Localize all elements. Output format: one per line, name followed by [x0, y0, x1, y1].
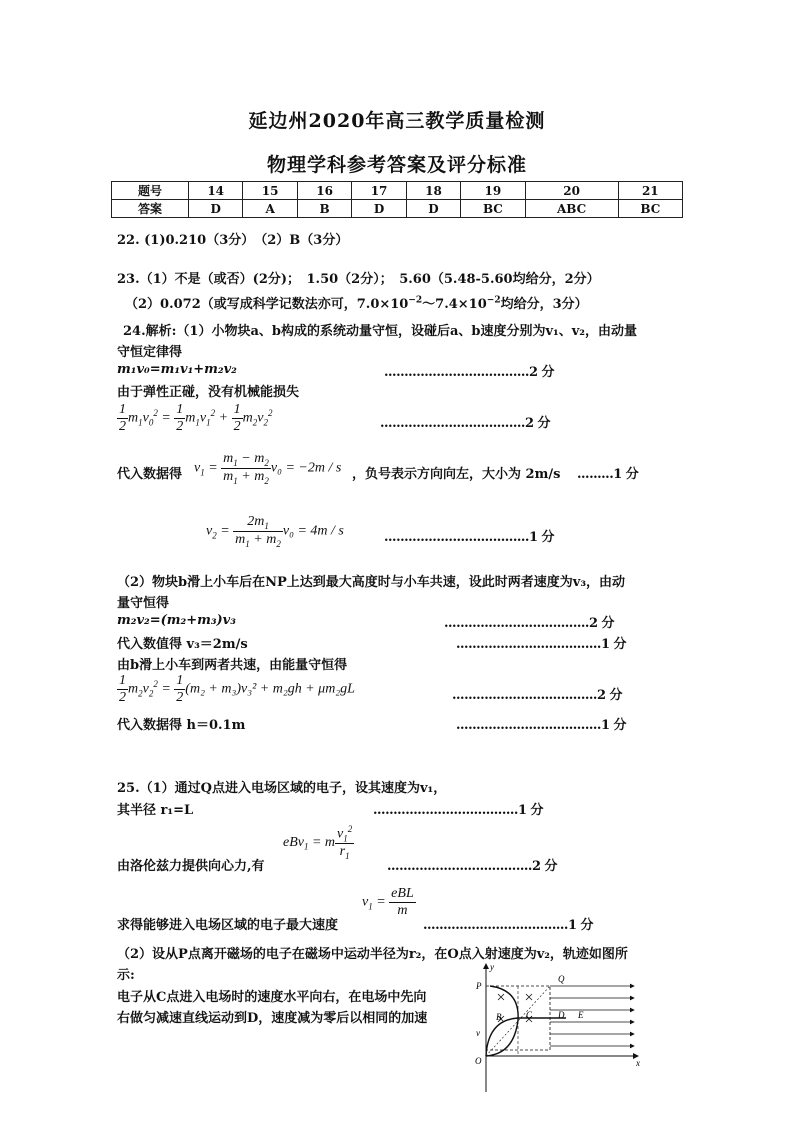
- score-2pt: ....................................2 分: [444, 616, 615, 631]
- score-1pt: ....................................1 分: [456, 718, 627, 733]
- figure-label-x: x: [636, 1058, 640, 1068]
- figure-label-o: O: [475, 1056, 482, 1066]
- q24-energy-intro: 由b滑上小车到两者共速，由能量守恒得: [117, 658, 348, 673]
- q25-line1: 25.（1）通过Q点进入电场区域的电子，设其速度为v₁，: [117, 781, 447, 796]
- doc-title: 延边州2020年高三教学质量检测: [248, 110, 546, 132]
- doc-subtitle: 物理学科参考答案及评分标准: [266, 154, 527, 176]
- q25-line7: 电子从C点进入电场时的速度水平向右，在电场中先向: [117, 990, 427, 1005]
- q24-subst-label: 代入数据得: [117, 467, 183, 482]
- figure-label-b: B: [496, 1012, 502, 1022]
- q24-part2-line2: 量守恒得: [117, 596, 170, 611]
- table-cell: 19: [461, 182, 525, 200]
- q24-part2-line1: （2）物块b滑上小车后在NP上达到最大高度时与小车共速，设此时两者速度为v₃，由动: [117, 575, 626, 590]
- table-cell: ABC: [525, 200, 618, 218]
- table-cell: 17: [352, 182, 406, 200]
- q24-h-result: 代入数据得 h＝0.1m: [117, 718, 246, 733]
- q24-momentum-eq: m₁v₀=m₁v₁+m₂v₂: [117, 362, 237, 377]
- q22-answer: 22. (1)0.210（3分） （2）B（3分）: [117, 233, 349, 248]
- figure-label-y: y: [490, 962, 494, 972]
- score-2pt: ....................................2 分: [380, 416, 551, 431]
- q24-intro-line2: 守恒定律得: [117, 345, 183, 360]
- table-header-answer: 答案: [112, 200, 189, 218]
- score-1pt: ....................................1 分: [373, 803, 544, 818]
- table-cell: 15: [243, 182, 297, 200]
- answer-table: [111, 181, 683, 218]
- q25-line8: 右做匀减速直线运动到D，速度减为零后以相同的加速: [117, 1011, 428, 1026]
- figure-label-p: P: [476, 981, 482, 991]
- q24-elastic-note: 由于弹性正碰，没有机械能损失: [117, 385, 300, 400]
- q25-line2: 其半径 r₁=L: [117, 803, 194, 818]
- q25-line6: 示:: [117, 968, 135, 983]
- table-header-number: 题号: [112, 182, 189, 200]
- table-row-numbers: [112, 182, 683, 200]
- figure-label-d: D: [558, 1010, 565, 1020]
- score-1pt: ....................................1 分: [423, 918, 594, 933]
- q24-energy-eq2: $\frac{1}{2}$ $m_2v_2^2$ = $\frac{1}{2}$ (m₂ + m₃)v₃² + m₂gh + μm₂gL: [119, 673, 355, 705]
- score-2pt: ....................................2 分: [384, 365, 555, 380]
- q25-line5: （2）设从P点离开磁场的电子在磁场中运动半径为r₂，在O点入射速度为v₂，轨迹如图所: [117, 947, 628, 962]
- q25-lorentz-eq: eBv$_1$ = m $\frac{v_1^2}{r_1}$: [283, 824, 353, 862]
- figure-label-c: C: [526, 1010, 533, 1020]
- table-cell: D: [352, 200, 406, 218]
- q24-intro-line1: 24.解析:（1）小物块a、b构成的系统动量守恒，设碰后a、b速度分别为v₁、v₂，由动量: [123, 324, 637, 339]
- figure-label-q: Q: [558, 974, 565, 984]
- table-cell: 20: [525, 182, 618, 200]
- score-2pt: ....................................2 分: [452, 688, 623, 703]
- q24-v1-formula: $v_1$ = $\frac{m_1 - m_2}{m_1 + m_2}$ v₀ = −2m / s: [194, 451, 342, 486]
- q25-line4: 求得能够进入电场区域的电子最大速度: [117, 918, 339, 933]
- q24-momentum-eq2: m₂v₂=(m₂+m₃)v₃: [117, 613, 236, 628]
- q23-part1: 23.（1）不是（或否）(2分)； 1.50（2分）； 5.60（5.48-5.60均给分，2分）: [117, 272, 600, 287]
- table-cell: D: [406, 200, 460, 218]
- table-cell: 21: [618, 182, 682, 200]
- q24-v2-formula: $v_2$ = $\frac{2m_1}{m_1 + m_2}$ v₀ = 4m / s: [206, 514, 344, 549]
- figure-label-e: E: [578, 1010, 584, 1020]
- score-1pt: ....................................1 分: [384, 530, 555, 545]
- figure-label-v: v: [476, 1028, 480, 1038]
- score-1pt: ....................................1 分: [456, 637, 627, 652]
- table-cell: BC: [618, 200, 682, 218]
- q23-part2: （2）0.072（或写成科学记数法亦可，$7.0\times 10^{-2}\sim 7.4\times 10^{-2}$均给分，3分）: [125, 295, 588, 312]
- table-cell: D: [188, 200, 242, 218]
- table-cell: 18: [406, 182, 460, 200]
- table-cell: 16: [297, 182, 351, 200]
- table-row-answers: [112, 200, 683, 218]
- table-cell: A: [243, 200, 297, 218]
- table-cell: 14: [188, 182, 242, 200]
- field-trajectory-diagram: [466, 960, 646, 1095]
- score-2pt: ....................................2 分: [387, 859, 558, 874]
- q24-v1-note: ，负号表示方向向左，大小为 2m/s: [352, 467, 561, 482]
- table-cell: B: [297, 200, 351, 218]
- q24-v3-result: 代入数值得 v₃＝2m/s: [117, 637, 248, 652]
- score-1pt: .........1 分: [577, 467, 639, 482]
- table-cell: BC: [461, 200, 525, 218]
- q25-line3: 由洛伦兹力提供向心力,有: [117, 859, 265, 874]
- q25-vmax-eq: $v_1$ = $\frac{\text{eBL}}{m}$: [362, 886, 414, 918]
- q24-energy-eq: $\frac{1}{2}$ $m_1v_0^2$ = $\frac{1}{2}$ $m_1v_1^2$ + $\frac{1}{2}$ $m_2v_2^2$: [119, 402, 273, 434]
